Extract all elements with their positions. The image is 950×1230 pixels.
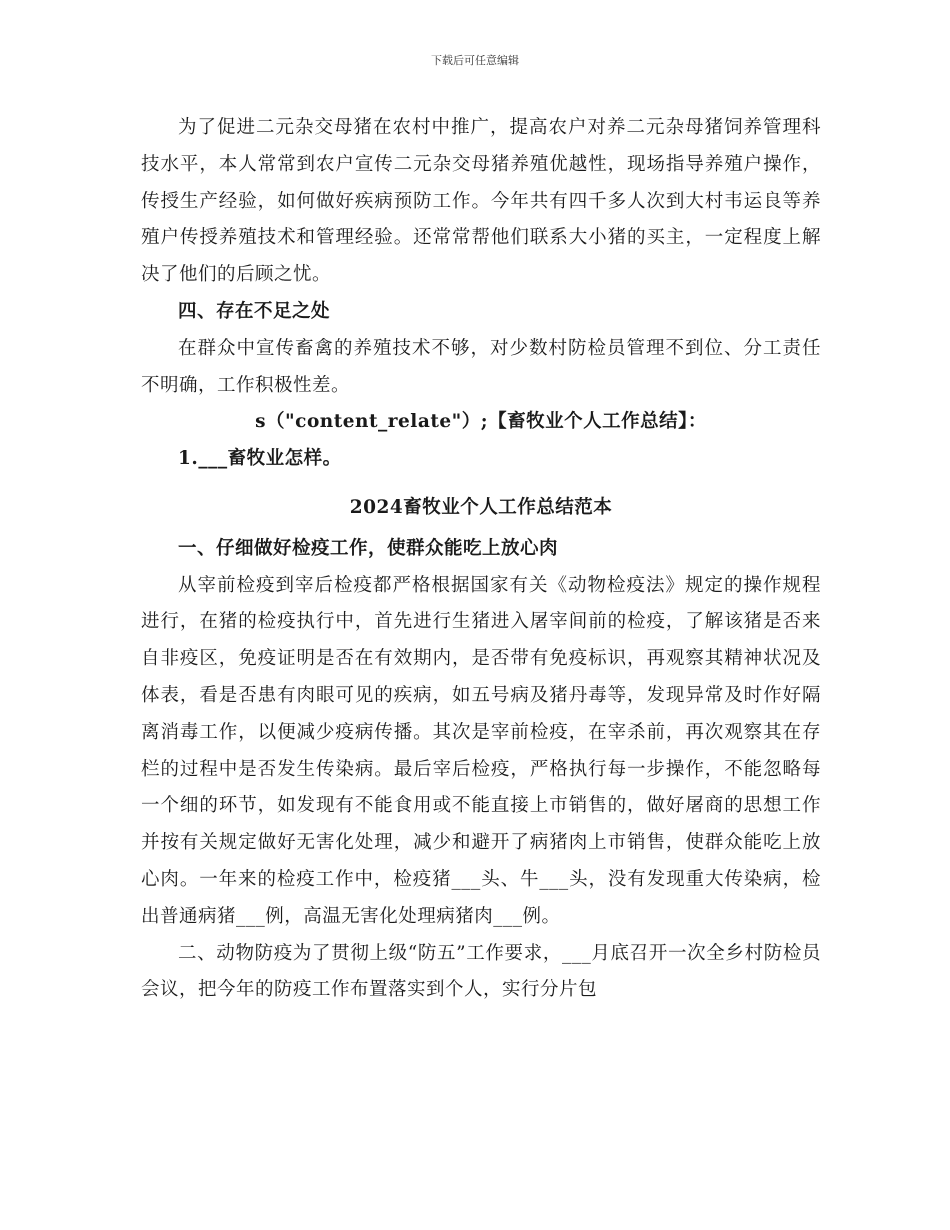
section-heading-shortcomings: 四、存在不足之处 bbox=[178, 300, 331, 322]
paragraph-shortcomings: 在群众中宣传畜禽的养殖技术不够，对少数村防检员管理不到位、分工责任不明确，工作积极性差。 bbox=[141, 337, 821, 396]
page-header: 下载后可任意编辑 bbox=[431, 54, 519, 67]
document-title: 2024畜牧业个人工作总结范本 bbox=[349, 496, 613, 518]
document-body bbox=[141, 110, 821, 1009]
paragraph-promotion: 为了促进二元杂交母猪在农村中推广，提高农户对养二元杂母猪饲养管理科技水平，本人常常到农户宣传二元杂交母猪养殖优越性，现场指导养殖户操作，传授生产经验，如何做好疾病预防工作。今年共有四千多人次到大村韦运良等养殖户传授养殖技术和管理经验。还常常帮他们联系大小猪的买主，一定程度上解决了他们的后顾之忧。 bbox=[141, 117, 821, 286]
paragraph-prevention: 二、动物防疫为了贯彻上级“防五”工作要求，___月底召开一次全乡村防检员会议，把今年的防疫工作布置落实到个人，实行分片包 bbox=[141, 942, 821, 1001]
related-content-line: s（"content_relate"）;【畜牧业个人工作总结】： bbox=[255, 411, 707, 433]
list-item-1: 1.___畜牧业怎样。 bbox=[178, 448, 342, 470]
section-heading-inspection: 一、仔细做好检疫工作，使群众能吃上放心肉 bbox=[178, 537, 559, 559]
paragraph-inspection: 从宰前检疫到宰后检疫都严格根据国家有关《动物检疫法》规定的操作规程进行，在猪的检疫执行中，首先进行生猪进入屠宰间前的检疫，了解该猪是否来自非疫区，免疫证明是否在有效期内，是否带有免疫标识，再观察其精神状况及体表，看是否患有肉眼可见的疾病，如五号病及猪丹毒等，发现异常及时作好隔离消毒工作，以便减少疫病传播。其次是宰前检疫，在宰杀前，再次观察其在存栏的过程中是否发生传染病。最后宰后检疫，严格执行每一步操作，不能忽略每一个细的环节，如发现有不能食用或不能直接上市销售的，做好屠商的思想工作并按有关规定做好无害化处理，减少和避开了病猪肉上市销售，使群众能吃上放心肉。一年来的检疫工作中，检疫猪___头、牛___头，没有发现重大传染病，检出普通病猪___例，高温无害化处理病猪肉___例。 bbox=[141, 574, 821, 927]
